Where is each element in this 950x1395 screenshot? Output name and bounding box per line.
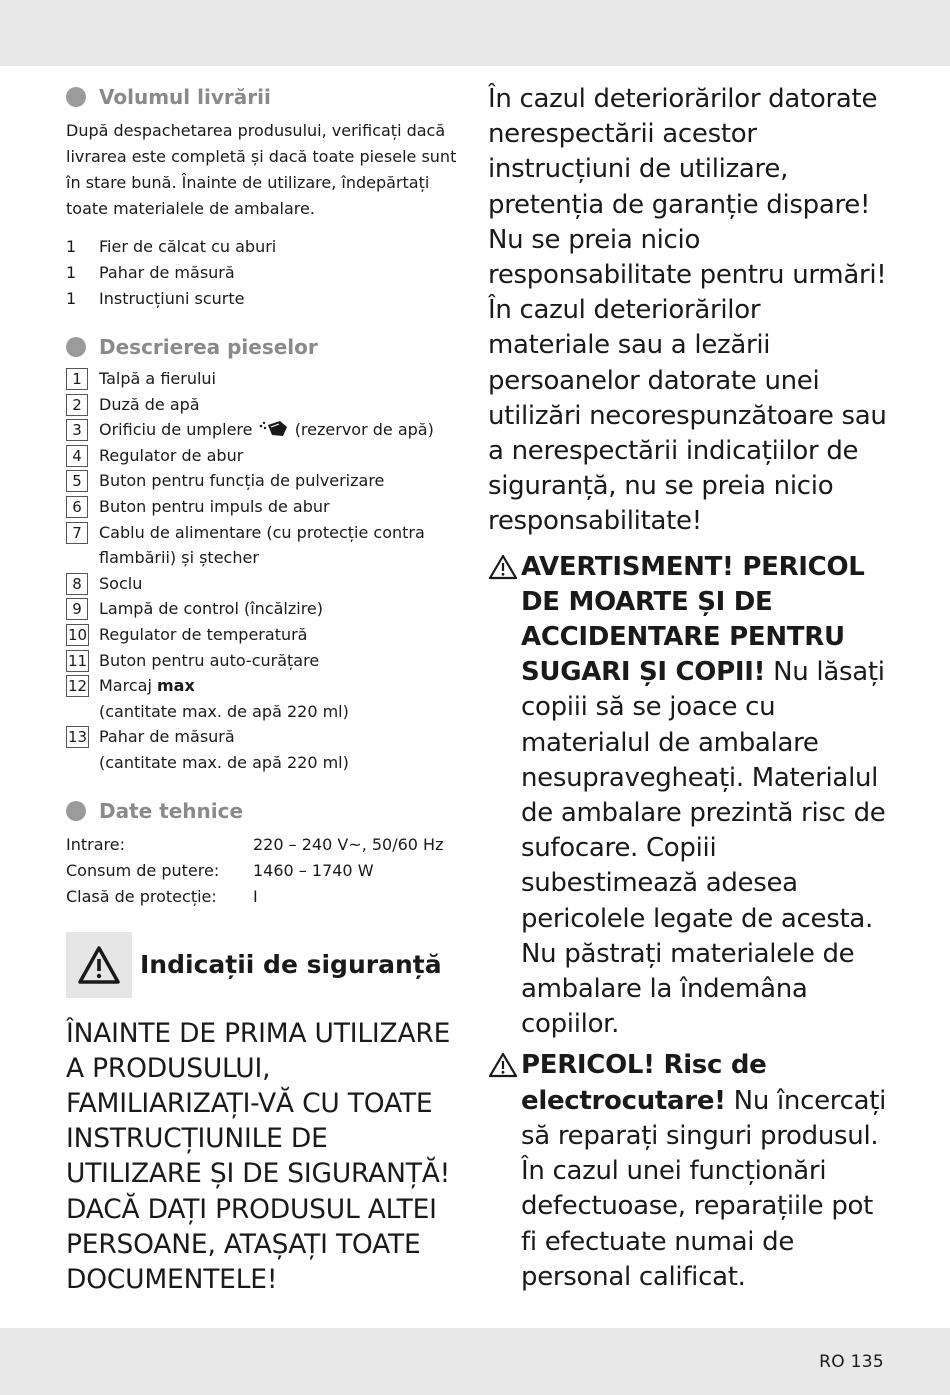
part-label-note: (cantitate max. de apă 220 ml)	[99, 701, 349, 721]
safety-caps-text: ÎNAINTE DE PRIMA UTILIZARE A PRODUSULUI, FAMILIARIZAȚI-VĂ CU TOATE INSTRUCȚIUNILE DE UTILIZARE ȘI DE SIGURANȚĂ! DACĂ DAȚI PRODUSUL ALTEI PERSOANE, ATAȘAȚI TOATE DOCUMENTELE!	[66, 1017, 451, 1295]
part-label-text: Marcaj	[99, 676, 152, 696]
part-label	[99, 673, 349, 724]
part-label: Buton pentru auto-curățare	[99, 650, 320, 670]
footer-band	[0, 1328, 950, 1395]
tech-key: Consum de putere:	[66, 860, 220, 880]
item-label: Instrucțiuni scurte	[99, 289, 245, 308]
part-item	[66, 596, 466, 622]
part-item	[66, 417, 466, 443]
warning-triangle-icon	[488, 1052, 518, 1078]
part-number: 10	[68, 625, 88, 644]
tech-key: Clasă de protecție:	[66, 886, 217, 906]
part-number: 12	[68, 677, 88, 696]
part-label: Talpă a fierului	[99, 369, 216, 388]
part-item	[66, 673, 466, 724]
warning-title: PERICOL! Risc de electrocutare!	[521, 1050, 767, 1116]
part-label-text: Pahar de măsură	[99, 727, 235, 747]
part-item	[66, 468, 466, 494]
safety-heading-text: Indicații de siguranță	[140, 950, 442, 979]
right-column	[488, 82, 888, 1295]
safety-heading	[66, 932, 466, 998]
part-label-note: (cantitate max. de apă 220 ml)	[99, 752, 349, 772]
part-label: Regulator de abur	[99, 445, 244, 465]
part-label: Buton pentru funcția de pulverizare	[99, 471, 385, 491]
list-item	[66, 260, 466, 286]
parts-heading-text: Descrierea pieselor	[99, 335, 318, 359]
warning-block-electric	[488, 1048, 888, 1294]
left-column	[66, 82, 466, 1297]
part-item	[66, 622, 466, 648]
table-row	[66, 858, 466, 884]
tech-table	[66, 832, 466, 910]
part-label-text: Orificiu de umplere	[99, 420, 253, 440]
warning-triangle-icon	[488, 554, 518, 580]
part-label	[99, 417, 434, 443]
part-number: 1	[66, 368, 88, 390]
page-number: RO 135	[819, 1352, 884, 1372]
part-label: Cablu de alimentare (cu protecție contra flambării) și ștecher	[99, 522, 425, 568]
warning-body: Nu lăsați copiii să se joace cu materialul de ambalare nesupravegheați. Materialul de ambalare prezintă risc de sufocare. Copiii subestimează adesea pericolele legate de acesta. Nu păstrați materialele de ambalare la îndemâna copiilor.	[521, 657, 886, 1040]
part-number: 8	[66, 573, 88, 595]
part-label: Soclu	[99, 573, 143, 593]
max-marking-text: max	[156, 676, 195, 696]
header-band	[0, 0, 950, 66]
delivery-paragraph: După despachetarea produsului, verificați dacă livrarea este completă și dacă toate piesele sunt în stare bună. Înainte de utilizare, îndepărtați toate materialele de ambalare.	[66, 121, 457, 218]
part-number: 3	[66, 419, 88, 441]
part-number: 5	[66, 470, 88, 492]
tech-value: I	[253, 886, 258, 906]
part-number: 7	[66, 522, 88, 544]
part-number: 13	[68, 728, 88, 747]
warning-triangle-icon	[77, 945, 121, 985]
part-label	[99, 724, 349, 775]
part-number: 2	[66, 394, 88, 416]
tech-value: 1460 – 1740 W	[253, 860, 374, 880]
warning-text-children	[521, 550, 888, 1043]
tech-heading-text: Date tehnice	[99, 798, 244, 823]
part-number: 6	[66, 496, 88, 518]
list-item	[66, 234, 466, 260]
parts-list	[66, 366, 466, 776]
tech-value: 220 – 240 V~, 50/60 Hz	[253, 834, 444, 854]
warning-body: Nu încercați să reparați singuri produsul. În cazul unei funcționări defectuoase, reparațiile pot fi efectuate numai de personal calificat.	[521, 1085, 887, 1292]
part-item	[66, 520, 466, 571]
item-qty: 1	[66, 289, 77, 308]
water-fill-icon	[258, 418, 290, 438]
part-item	[66, 443, 466, 469]
part-item	[66, 392, 466, 418]
warning-title: AVERTISMENT! PERICOL DE MOARTE ȘI DE ACCIDENTARE PENTRU SUGARI ȘI COPII!	[521, 551, 865, 688]
part-label: Lampă de control (încălzire)	[99, 599, 324, 619]
tech-key: Intrare:	[66, 834, 125, 854]
part-item	[66, 724, 466, 775]
bullet-icon	[66, 337, 86, 357]
item-qty: 1	[66, 263, 77, 282]
part-number: 9	[66, 598, 88, 620]
part-item	[66, 494, 466, 520]
item-label: Pahar de măsură	[99, 263, 235, 282]
part-label: Regulator de temperatură	[99, 624, 308, 644]
list-item	[66, 286, 466, 312]
warning-box	[66, 932, 132, 998]
part-item	[66, 366, 466, 392]
part-number: 11	[68, 651, 88, 670]
parts-heading	[66, 332, 466, 362]
table-row	[66, 884, 466, 910]
delivery-heading	[66, 82, 466, 112]
delivery-list	[66, 234, 466, 312]
bullet-icon	[66, 87, 86, 107]
part-label: Duză de apă	[99, 394, 200, 414]
part-number: 4	[66, 445, 88, 467]
part-item	[66, 648, 466, 674]
warranty-paragraph: În cazul deteriorărilor datorate nerespectării acestor instrucțiuni de utilizare, pretenția de garanție dispare! Nu se preia nicio responsabilitate pentru urmări! În cazul deteriorărilor materiale sau a lezării persoanelor datorate unei utilizări necorespunzătoare sau a nerespectării indicațiilor de siguranță, nu se preia nicio responsabilitate!	[488, 84, 887, 537]
item-label: Fier de călcat cu aburi	[99, 237, 277, 256]
warning-text-electric	[521, 1048, 888, 1294]
tech-heading	[66, 796, 466, 826]
table-row	[66, 832, 466, 858]
part-label-text: (rezervor de apă)	[294, 420, 434, 440]
delivery-heading-text: Volumul livrării	[99, 85, 271, 109]
warning-block-children	[488, 550, 888, 1043]
bullet-icon	[66, 801, 86, 821]
part-label: Buton pentru impuls de abur	[99, 496, 330, 516]
part-item	[66, 571, 466, 597]
item-qty: 1	[66, 237, 77, 256]
